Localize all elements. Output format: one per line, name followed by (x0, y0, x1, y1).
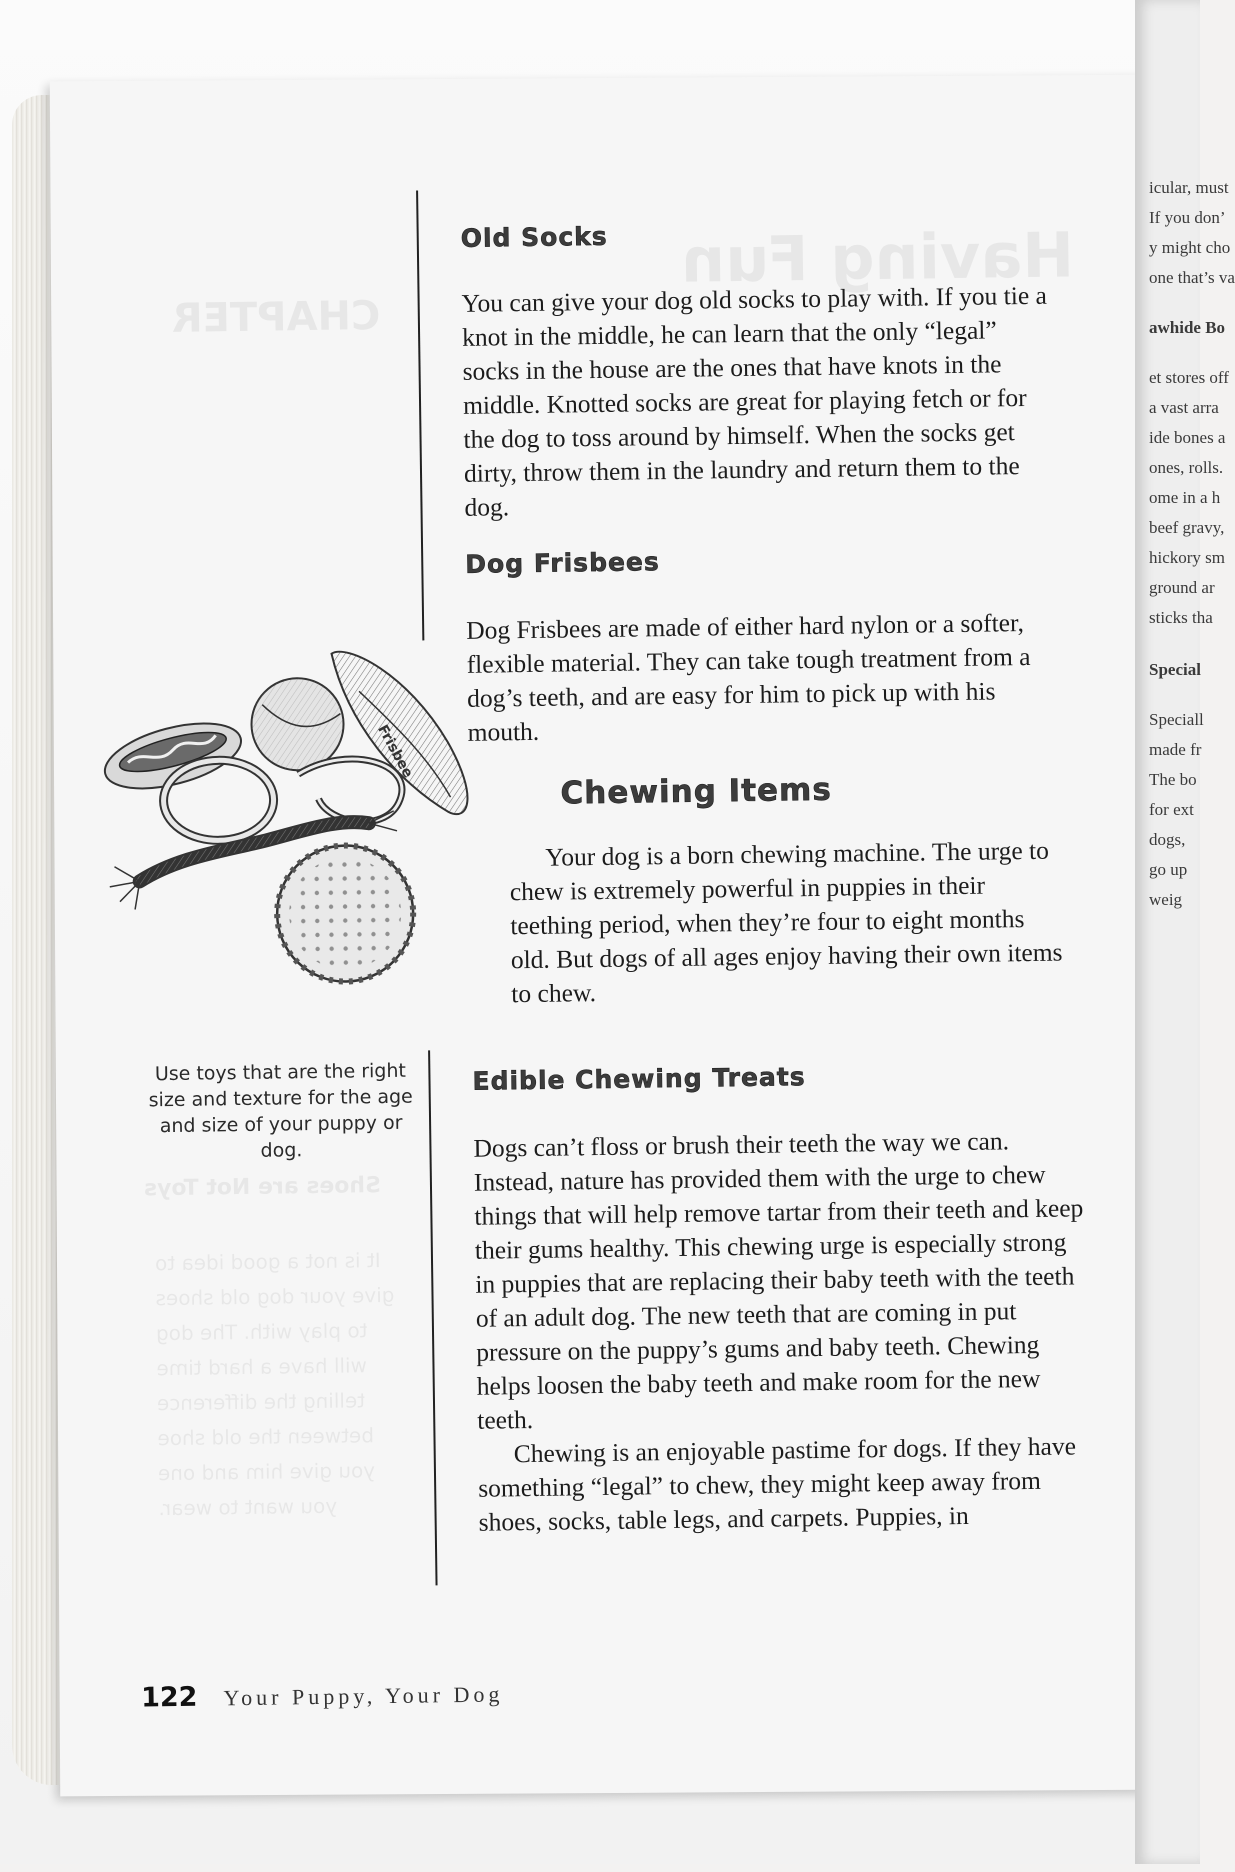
heading-dog-frisbees: Dog Frisbees (465, 547, 660, 579)
illustration-caption: Use toys that are the right size and texture for the age and size of your puppy or dog. (148, 1059, 413, 1162)
next-page-line: ome in a h (1149, 488, 1221, 507)
next-page-line: weig (1149, 890, 1183, 909)
next-page-line: Speciall (1149, 710, 1204, 729)
next-page-line: for ext (1149, 800, 1194, 819)
next-page-line: et stores off (1149, 368, 1229, 387)
next-page-line: hickory sm (1149, 548, 1226, 567)
next-page-line: ide bones a (1149, 428, 1226, 447)
next-page-line: ground ar (1149, 578, 1215, 597)
next-page-line: made fr (1149, 740, 1202, 759)
paragraph-dog-frisbees: Dog Frisbees are made of either hard nylon or a softer, flexible material. They can take tough treatment from a dog’s teeth, and are easy for him to pick up with his mouth. (466, 608, 1031, 747)
next-page-line: The bo (1149, 770, 1197, 789)
next-page-line: If you don’ (1149, 208, 1226, 227)
heading-chewing-items: Chewing Items (560, 771, 833, 812)
next-page-line: sticks tha (1149, 608, 1213, 627)
hotdog-toy (98, 711, 249, 801)
bleed-through-title: Having Fun (680, 218, 1075, 297)
vertical-rule-top (416, 190, 424, 640)
next-page-line: one that’s va (1149, 268, 1235, 287)
paragraph-enjoyable-pastime-text: Chewing is an enjoyable pastime for dogs. If they have something “legal” to chew, they might keep away from shoes, socks, table legs, and carpets. Puppies, in (477, 1431, 1077, 1537)
next-page-line: Special (1149, 660, 1201, 679)
paragraph-chewing-items-text: Your dog is a born chewing machine. The urge to chew is extremely powerful in puppies in their teething period, when they’re four to eight months old. But dogs of all ages enjoy having their own items to chew. (509, 835, 1063, 1009)
next-page-line: go up (1149, 860, 1188, 879)
next-page-line: awhide Bo (1149, 318, 1226, 337)
paragraph-old-socks: You can give your dog old socks to play with. If you tie a knot in the middle, he can learn that the only “legal” socks in the house are the ones that have knots in the middle. Knotted socks are great for playing fetch or for the dog to toss around by himself. When the socks get dirty, throw them in the laundry and return them to the dog. (461, 280, 1048, 522)
heading-old-socks: Old Socks (460, 221, 608, 253)
next-page-line: ones, rolls. (1149, 458, 1224, 477)
heading-edible-chewing-treats: Edible Chewing Treats (472, 1062, 806, 1096)
vertical-rule-bottom (428, 1050, 437, 1585)
tennis-ball-toy (251, 678, 344, 771)
next-page-line: icular, must (1149, 178, 1229, 197)
paragraph-chewing-items (509, 834, 1063, 1012)
running-title: Your Puppy, Your Dog (223, 1681, 504, 1711)
next-page-line: y might cho (1149, 238, 1231, 257)
frisbee-label: Frisbee (374, 722, 416, 781)
bleed-through-sidebar-heading: Shoes are Not Toys (143, 1173, 382, 1202)
page-footer (141, 1677, 504, 1713)
page-number: 122 (140, 1681, 198, 1714)
dog-toys-illustration (96, 631, 541, 1027)
next-page-line: a vast arra (1149, 398, 1219, 417)
ball-toy (276, 845, 414, 983)
paragraph-enjoyable-pastime (477, 1429, 1090, 1540)
next-page-line: dogs, (1149, 830, 1186, 849)
bleed-through-chapter: CHAPTER (171, 293, 381, 342)
next-page-line: beef gravy, (1149, 518, 1225, 537)
paragraph-edible-treats: Dogs can’t floss or brush their teeth the way we can. Instead, nature has provided them with the urge to chew things that will help remove tartar from their teeth and keep their gums healthy. This chewing urge is especially strong in puppies that are replacing their baby teeth with the teeth of an adult dog. The new teeth that are coming in put pressure on the puppy’s gums and baby teeth. Chewing helps loosen the baby teeth and make room for the new teeth. (473, 1126, 1084, 1435)
bleed-through-sidebar-text: It is not a good idea to give your dog old shoes to play with. The dog will have a hard time telling the difference between the old shoe you give him and one you want to wear. (154, 1248, 395, 1521)
